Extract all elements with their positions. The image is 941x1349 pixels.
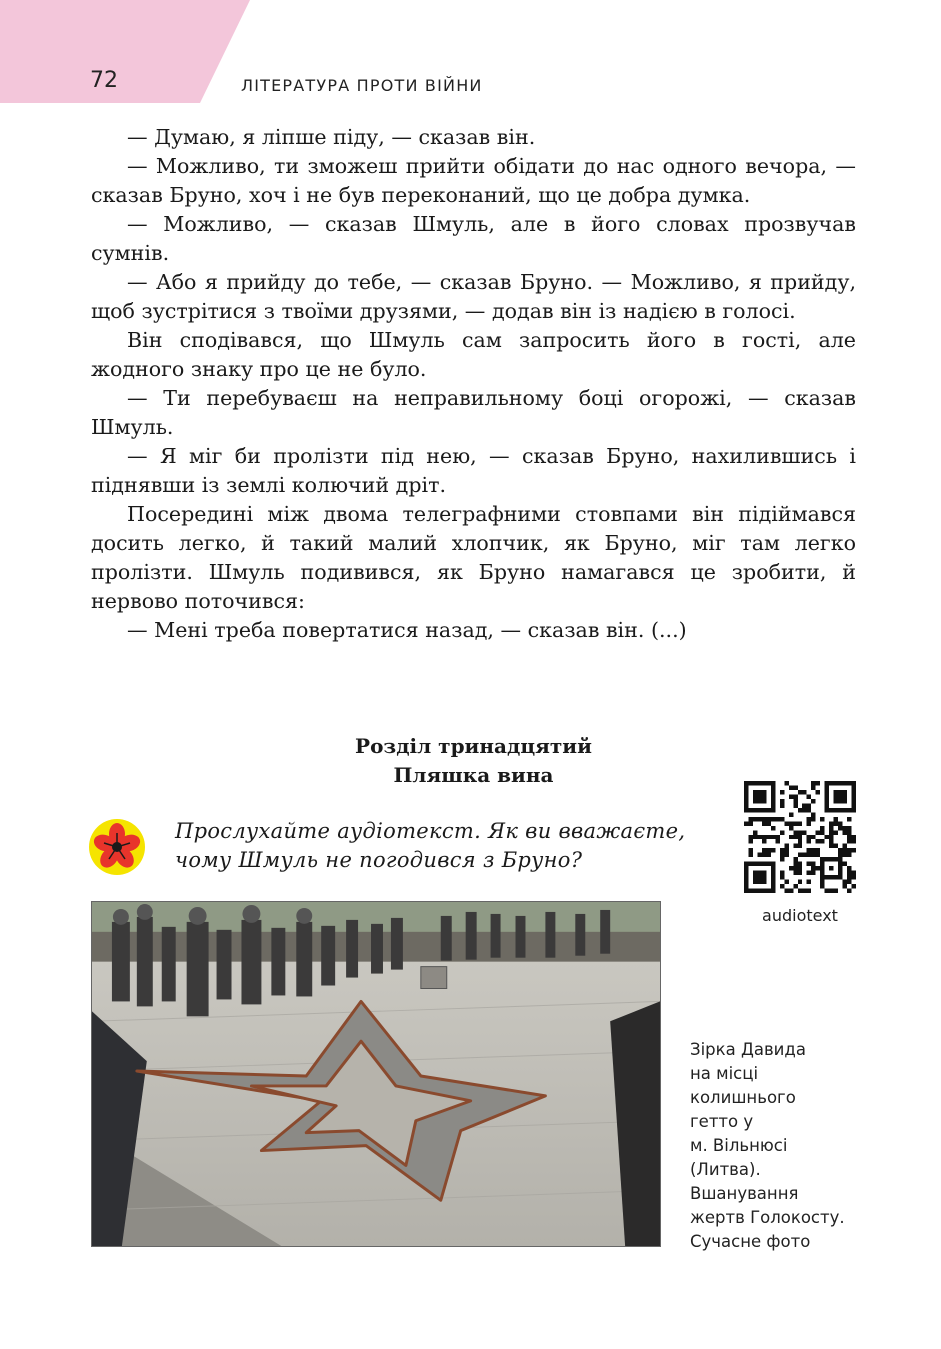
caption-line: гетто у (690, 1112, 754, 1131)
paragraph: — Думаю, я ліпше піду, — сказав він. (127, 125, 536, 149)
caption-line: Вшанування (690, 1184, 799, 1203)
caption-line: колишнього (690, 1088, 796, 1107)
qr-code-icon[interactable] (744, 781, 856, 893)
paragraph: — Або я прийду до тебе, — сказав Бруно. — Можливо, я прийду, щоб зустрітися з твоїми друзями, — додав він із надією в голосі. (91, 270, 856, 323)
caption-line: м. Вільнюсі (690, 1136, 788, 1155)
caption-line: Сучасне фото (690, 1232, 811, 1251)
paragraph: — Можливо, ти зможеш прийти обідати до нас одного вечора, — сказав Бруно, хоч і не був переконаний, що це добра думка. (91, 154, 856, 207)
section-heading (91, 732, 856, 790)
paragraph: Посередині між двома телеграфними стовпами він підіймався досить легко, й такий малий хлопчик, як Бруно, міг там легко пролізти. Шмуль подивився, як Бруно намагався це зробити, й нервово поточився: (91, 502, 856, 613)
qr-label: audiotext (762, 906, 838, 925)
running-title: ЛІТЕРАТУРА ПРОТИ ВІЙНИ (241, 76, 483, 95)
paragraph: — Я міг би пролізти під нею, — сказав Бруно, нахилившись і піднявши із землі колючий дріт. (91, 444, 856, 497)
paragraph: — Ти перебуваєш на неправильному боці огорожі, — сказав Шмуль. (91, 386, 856, 439)
chapter-number: Розділ тринадцятий (355, 734, 592, 758)
caption-line: на місці (690, 1064, 759, 1083)
caption-line: жертв Голокосту. (690, 1208, 845, 1227)
paragraph: Він сподівався, що Шмуль сам запросить його в гості, але жодного знаку про це не було. (91, 328, 856, 381)
caption-line: (Литва). (690, 1160, 761, 1179)
paragraph: — Можливо, — сказав Шмуль, але в його словах прозвучав сумнів. (91, 212, 856, 265)
memorial-photo (91, 901, 661, 1247)
corner-decoration (0, 0, 250, 103)
caption-line: Зірка Давида (690, 1040, 806, 1059)
page-number: 72 (90, 68, 118, 93)
audio-task-prompt: Прослухайте аудіотекст. Як ви вважаєте, чому Шмуль не погодився з Бруно? (175, 819, 686, 872)
flower-icon (88, 818, 146, 876)
paragraph: — Мені треба повертатися назад, — сказав він. (...) (127, 618, 687, 642)
story-text (91, 123, 856, 645)
photo-caption (690, 1038, 890, 1254)
chapter-title: Пляшка вина (393, 763, 554, 787)
